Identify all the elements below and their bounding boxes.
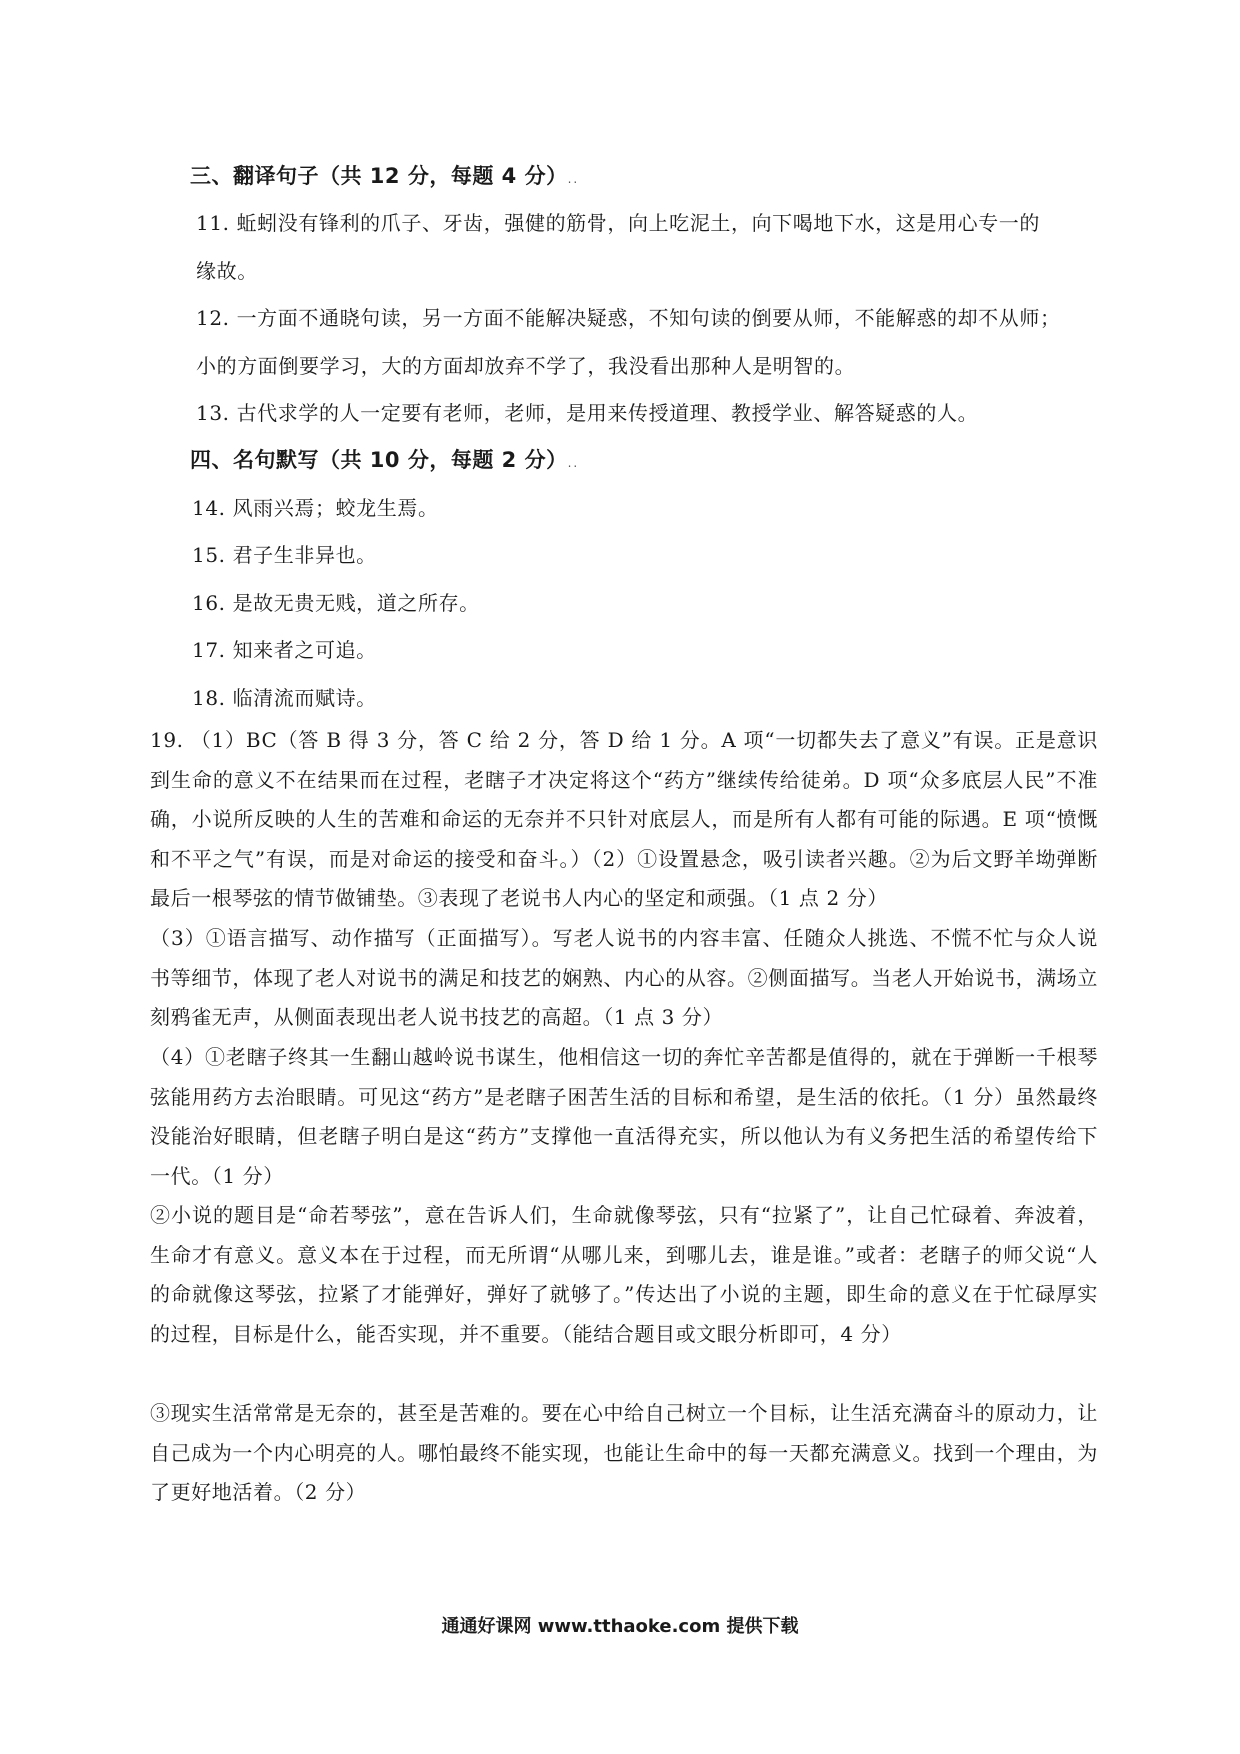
section-4-heading [190,444,579,474]
answer-19-part-4-1: （4）①老瞎子终其一生翻山越岭说书谋生，他相信这一切的奔忙辛苦都是值得的，就在于弹断一千根琴弦能用药方去治眼睛。可见这“药方”是老瞎子困苦生活的目标和希望，是生活的依托。（1 分）虽然最终没能治好眼睛，但老瞎子明白是这“药方”支撑他一直活得充实，所以他认为有义务把生活的希望传给下一代。（1 分） [150,1045,1098,1188]
answer-18: 18. 临清流而赋诗。 [192,686,377,710]
answer-17: 17. 知来者之可追。 [192,638,377,662]
answer-14: 14. 风雨兴焉；蛟龙生焉。 [192,496,439,520]
section-4-heading-text: 四、名句默写（共 10 分，每题 2 分） [190,448,568,472]
answer-11-line-2: 缘故。 [196,259,258,283]
answer-15: 15. 君子生非异也。 [192,543,377,567]
section-3-heading-dots: .. [567,172,580,186]
answer-12-line-1: 12. 一方面不通晓句读，另一方面不能解决疑惑，不知句读的倒要从师，不能解惑的却不从师； [196,306,1061,330]
answer-19-part-4-3: ③现实生活常常是无奈的，甚至是苦难的。要在心中给自己树立一个目标，让生活充满奋斗的原动力，让自己成为一个内心明亮的人。哪怕最终不能实现，也能让生命中的每一天都充满意义。找到一个理由，为了更好地活着。（2 分） [150,1401,1098,1504]
answer-19-part-4-2: ②小说的题目是“命若琴弦”，意在告诉人们，生命就像琴弦，只有“拉紧了”，让自己忙碌着、奔波着，生命才有意义。意义本在于过程，而无所谓“从哪儿来，到哪儿去，谁是谁。”或者：老瞎子的师父说“人的命就像这琴弦，拉紧了才能弹好，弹好了就够了。”传达出了小说的主题，即生命的意义在于忙碌厚实的过程，目标是什么，能否实现，并不重要。（能结合题目或文眼分析即可，4 分） [150,1203,1098,1346]
section-3-heading-text: 三、翻译句子（共 12 分，每题 4 分） [190,164,568,188]
answer-11-line-1: 11. 蚯蚓没有锋利的爪子、牙齿，强健的筋骨，向上吃泥土，向下喝地下水，这是用心专一的 [196,211,1040,235]
answer-19-part-1-2: 19. （1）BC（答 B 得 3 分，答 C 给 2 分，答 D 给 1 分。A 项“一切都失去了意义”有误。正是意识到生命的意义不在结果而在过程，老瞎子才决定将这个“药方”继续传给徒弟。D 项“众多底层人民”不准确，小说所反映的人生的苦难和命运的无奈并不只针对底层人，而是所有人都有可能的际遇。E 项“愤慨和不平之气”有误，而是对命运的接受和奋斗。）（2）①设置悬念，吸引读者兴趣。②为后文野羊坳弹断最后一根琴弦的情节做铺垫。③表现了老说书人内心的坚定和顽强。（1 点 2 分） [150,728,1098,910]
answer-13: 13. 古代求学的人一定要有老师，老师，是用来传授道理、教授学业、解答疑惑的人。 [196,401,979,425]
download-footer: 通通好课网 www.tthaoke.com 提供下载 [441,1616,799,1637]
section-3-heading [190,160,579,190]
answer-12-line-2: 小的方面倒要学习，大的方面却放弃不学了，我没看出那种人是明智的。 [196,354,856,378]
answer-19-part-3: （3）①语言描写、动作描写（正面描写）。写老人说书的内容丰富、任随众人挑选、不慌不忙与众人说书等细节，体现了老人对说书的满足和技艺的娴熟、内心的从容。②侧面描写。当老人开始说书，满场立刻鸦雀无声，从侧面表现出老人说书技艺的高超。（1 点 3 分） [150,926,1098,1029]
answer-16: 16. 是故无贵无贱，道之所存。 [192,591,480,615]
section-4-heading-dots: .. [567,456,580,470]
